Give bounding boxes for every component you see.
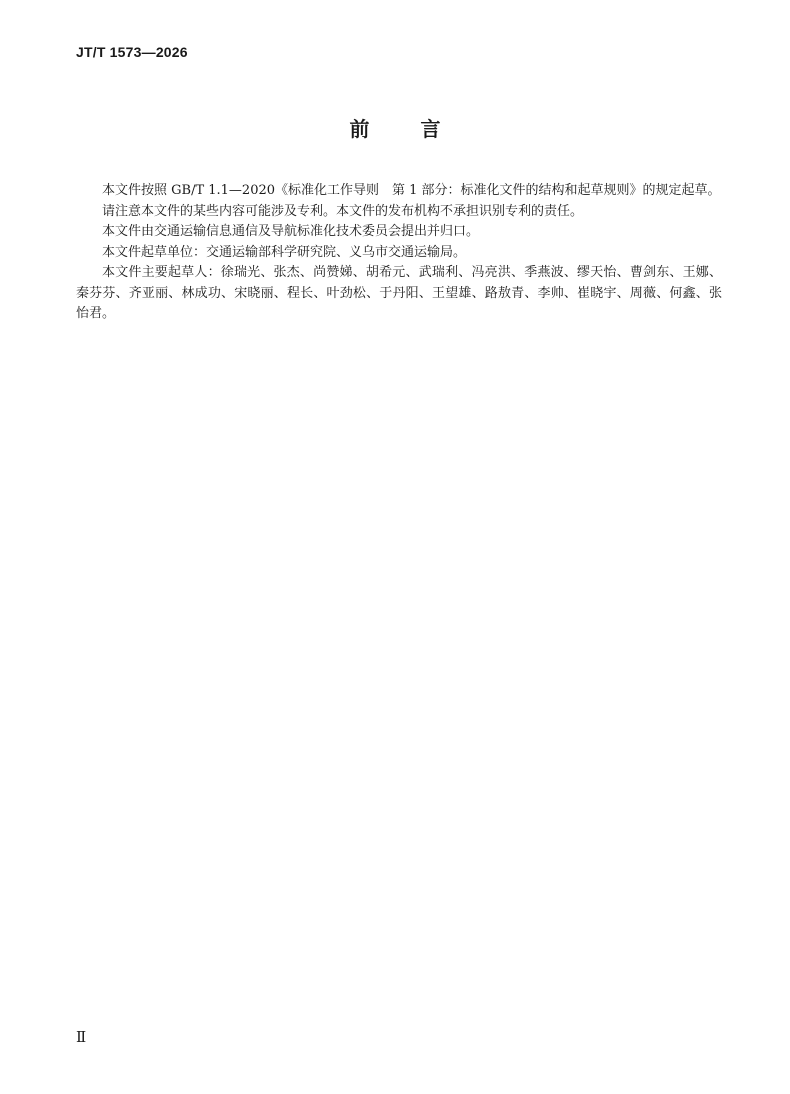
page-number: Ⅱ <box>76 1028 87 1046</box>
paragraph-proposer: 本文件由交通运输信息通信及导航标准化技术委员会提出并归口。 <box>102 224 480 239</box>
paragraph-drafting-units: 本文件起草单位：交通运输部科学研究院、义乌市交通运输局。 <box>102 244 467 260</box>
paragraph-drafting-rules: 本文件按照 GB/T 1.1—2020《标准化工作导则 第 1 部分：标准化文件的结构和起草规则》的规定起草。 <box>102 183 721 198</box>
document-code: JT/T 1573—2026 <box>76 44 188 60</box>
paragraph-drafters: 本文件主要起草人：徐瑞光、张杰、尚赞娣、胡希元、武瑞利、冯亮洪、季燕波、缪天怡、曹剑东、王娜、秦芬芬、齐亚丽、林成功、宋晓丽、程长、叶劲松、于丹阳、王望雄、路敖青、李帅、崔晓宇、周薇、何鑫、张怡君。 <box>76 265 722 321</box>
page-title: 前 言 <box>349 117 463 141</box>
paragraph-patent-notice: 请注意本文件的某些内容可能涉及专利。本文件的发布机构不承担识别专利的责任。 <box>102 203 584 219</box>
foreword-body <box>76 181 722 325</box>
